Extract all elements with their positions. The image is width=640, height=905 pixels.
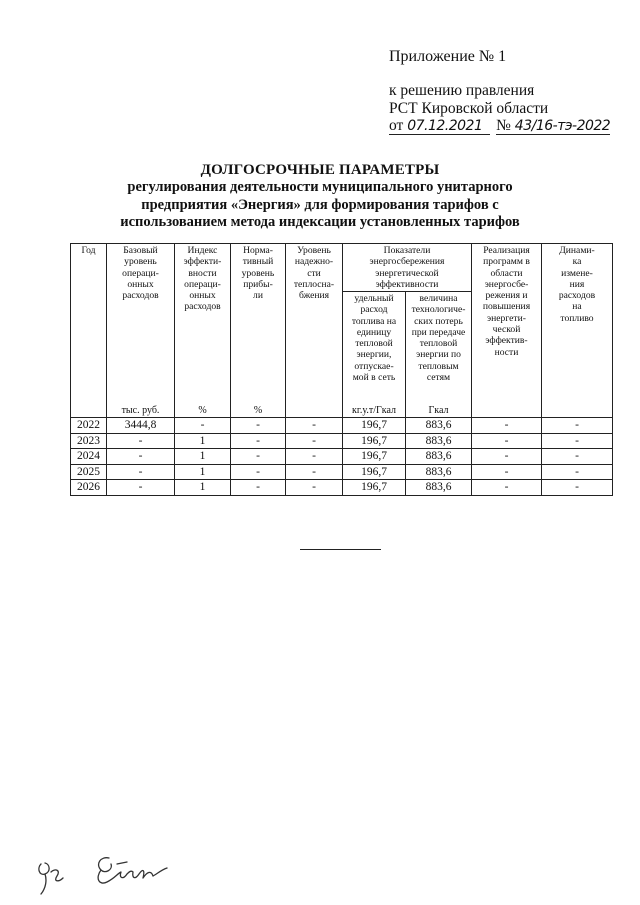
- table-row: [71, 418, 613, 434]
- cell-reliability: -: [286, 480, 343, 496]
- col-header-profit: Норма- тивный уровень прибы- ли: [231, 244, 286, 406]
- cell-year: 2024: [71, 449, 107, 465]
- cell-profit: -: [231, 480, 286, 496]
- col-header-index: Индекс эффекти- вности операци- онных расходов: [175, 244, 231, 406]
- resolution-date-line: [389, 118, 610, 135]
- cell-programs: -: [472, 449, 542, 465]
- cell-index: 1: [175, 433, 231, 449]
- cell-index: 1: [175, 449, 231, 465]
- unit-fuel: кг.у.т/Гкал: [343, 405, 406, 418]
- col-header-dynamics: Динами- ка измене- ния расходов на топливо: [542, 244, 613, 406]
- cell-index: -: [175, 418, 231, 434]
- resolution-line-1: к решению правления: [389, 82, 535, 99]
- cell-programs: -: [472, 418, 542, 434]
- cell-programs: -: [472, 480, 542, 496]
- appendix-label: Приложение № 1: [389, 48, 507, 65]
- col-header-fuel: удельный расход топлива на единицу тепловой энергии, отпускае- мой в сеть: [343, 292, 406, 406]
- cell-profit: -: [231, 464, 286, 480]
- cell-base: -: [107, 449, 175, 465]
- cell-fuel: 196,7: [343, 433, 406, 449]
- unit-base: тыс. руб.: [107, 405, 175, 418]
- cell-base: -: [107, 464, 175, 480]
- cell-base: -: [107, 480, 175, 496]
- unit-dynamics: [542, 405, 613, 418]
- cell-losses: 883,6: [406, 480, 472, 496]
- cell-index: 1: [175, 464, 231, 480]
- cell-index: 1: [175, 480, 231, 496]
- unit-index: %: [175, 405, 231, 418]
- cell-dynamics: -: [542, 418, 613, 434]
- cell-year: 2023: [71, 433, 107, 449]
- col-header-reliability: Уровень надежно- сти теплосна- бжения: [286, 244, 343, 406]
- cell-fuel: 196,7: [343, 464, 406, 480]
- title-line-2: регулирования деятельности муниципального унитарного: [127, 179, 513, 195]
- cell-losses: 883,6: [406, 464, 472, 480]
- cell-reliability: -: [286, 433, 343, 449]
- cell-reliability: -: [286, 418, 343, 434]
- cell-fuel: 196,7: [343, 418, 406, 434]
- table-row: [71, 449, 613, 465]
- cell-fuel: 196,7: [343, 449, 406, 465]
- cell-programs: -: [472, 433, 542, 449]
- handwritten-date: 07.12.2021: [407, 118, 483, 134]
- number-line: № 43/16-тэ-2022: [496, 117, 611, 134]
- col-header-energy-group: Показатели энергосбережения энергетической эффективности: [343, 244, 472, 292]
- cell-profit: -: [231, 418, 286, 434]
- cell-dynamics: -: [542, 433, 613, 449]
- col-header-year: Год: [71, 244, 107, 406]
- title-line-4: использованием метода индексации установленных тарифов: [120, 214, 520, 230]
- cell-losses: 883,6: [406, 433, 472, 449]
- unit-programs: [472, 405, 542, 418]
- title-line-1: ДОЛГОСРОЧНЫЕ ПАРАМЕТРЫ: [200, 162, 440, 178]
- cell-reliability: -: [286, 449, 343, 465]
- date-prefix: от 07.12.2021: [389, 118, 490, 135]
- table-row: [71, 433, 613, 449]
- unit-profit: %: [231, 405, 286, 418]
- unit-year: [71, 405, 107, 418]
- col-header-losses: величина технологиче- ских потерь при передаче тепловой энергии по тепловым сетям: [406, 292, 472, 406]
- cell-year: 2025: [71, 464, 107, 480]
- table-row: [71, 480, 613, 496]
- cell-year: 2022: [71, 418, 107, 434]
- cell-dynamics: -: [542, 464, 613, 480]
- unit-reliability: [286, 405, 343, 418]
- cell-dynamics: -: [542, 480, 613, 496]
- unit-losses: Гкал: [406, 405, 472, 418]
- resolution-line-2: РСТ Кировской области: [389, 100, 549, 117]
- separator-line: [300, 549, 381, 550]
- handwritten-number: 43/16-тэ-2022: [514, 118, 611, 134]
- cell-reliability: -: [286, 464, 343, 480]
- units-row: [71, 405, 613, 418]
- cell-losses: 883,6: [406, 449, 472, 465]
- cell-programs: -: [472, 464, 542, 480]
- cell-dynamics: -: [542, 449, 613, 465]
- cell-fuel: 196,7: [343, 480, 406, 496]
- parameters-table: [70, 243, 613, 496]
- table-row: [71, 464, 613, 480]
- cell-year: 2026: [71, 480, 107, 496]
- title-line-3: предприятия «Энергия» для формирования тарифов с: [141, 196, 499, 213]
- cell-base: -: [107, 433, 175, 449]
- handwritten-signature-icon: [35, 850, 195, 905]
- cell-losses: 883,6: [406, 418, 472, 434]
- resolution-block: [389, 82, 610, 135]
- cell-base: 3444,8: [107, 418, 175, 434]
- document-title: [0, 162, 640, 232]
- cell-profit: -: [231, 449, 286, 465]
- col-header-programs: Реализация программ в области энергосбе- режения и повышения энергети- ческой эффектив- ности: [472, 244, 542, 406]
- col-header-base: Базовый уровень операци- онных расходов: [107, 244, 175, 406]
- cell-profit: -: [231, 433, 286, 449]
